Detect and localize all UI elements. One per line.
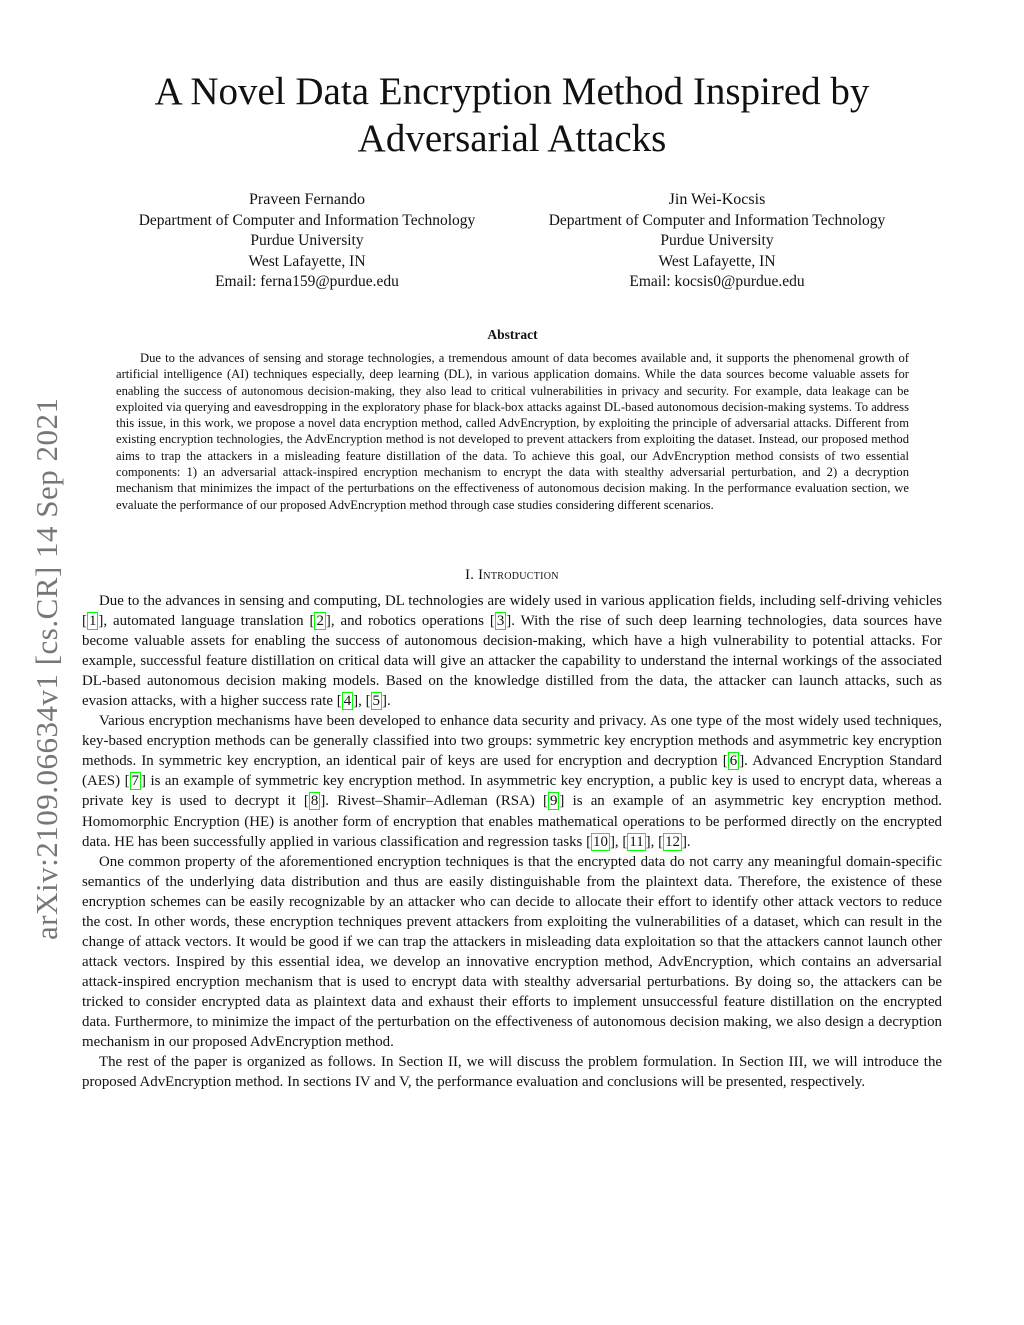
text-run: , [650,833,659,850]
author-location: West Lafayette, IN [658,252,776,270]
paragraph-3: One common property of the aforementioned encryption techniques is that the encrypted data do not carry any meaningful domain-specific semantics of the underlying data distribution and thus are easily distinguishable from the plaintext data. Therefore, the existence of these encryption schemes can be easily recognizable by an attacker who can decide to allocate their effort to identify other attack vectors to reduce the cost. In other words, these encryption techniques prevent attackers from exploiting the vulnerabilities of a dataset, which can result in the change of attack vectors. It would be good if we can trap the attackers in misleading data exploitation so that the attackers cannot launch other attack vectors. Inspired by this essential idea, we develop an innovative encryption method, AdvEncryption, which contains an adversarial attack-inspired encryption mechanism that is used to encrypt data with stealthy adversarial perturbations. By doing so, the attackers can be tricked to consider encrypted data as plaintext data and exhaust their efforts to implement unsuccessful feature distillation on the encrypted data. Furthermore, to minimize the impact of the perturbation on the effectiveness of autonomous decision making, we also design a decryption mechanism in our proposed AdvEncryption method. [82,853,942,1051]
citation-link[interactable]: 12 [665,833,680,850]
text-run: . With the rise of such deep learning technologies, data sources have become valuable assets for enabling the success of autonomous decision-making, which have a high vulnerability to potential attacks. For example, successful feature distillation on critical data will give an attacker the capability to understand the internal workings of the associated DL-based autonomous decision making models. Based on the knowledge distilled from the data, the attacker can launch attacks, such as evasion attacks, with a higher success rate [82,613,942,710]
section-title: Introduction [478,567,559,583]
text-run: , [614,833,623,850]
paper-title: A Novel Data Encryption Method Inspired by Adversarial Attacks [154,70,870,160]
text-run: . [686,833,691,850]
citation-link[interactable]: 9 [549,793,558,810]
abstract-heading: Abstract [487,327,538,342]
text-run: , [358,693,366,710]
citation-link[interactable]: 3 [496,613,505,630]
citation-link[interactable]: 4 [343,693,352,710]
text-run: , automated language translation [103,613,310,630]
author-name: Praveen Fernando [249,191,365,208]
abstract-section [116,327,909,513]
text-run: . Advanced Encryption Standard (AES) [82,753,942,790]
text-run: . Rivest–Shamir–Adleman (RSA) [325,793,543,810]
citation-link[interactable]: 8 [310,793,319,810]
text-run: , and robotics operations [330,613,490,630]
author-email: Email: ferna159@purdue.edu [215,273,399,290]
author-department: Department of Computer and Information Technology [138,211,476,229]
author-block-2 [507,190,927,293]
text-run: . [386,693,391,710]
author-location: West Lafayette, IN [248,252,366,270]
abstract-text: Due to the advances of sensing and storage technologies, a tremendous amount of data becomes available and, it supports the phenomenal growth of artificial intelligence (AI) techniques especially, deep learning (DL), in various application domains. While the data sources become valuable assets for enabling the success of autonomous decision-making, they also lead to critical vulnerabilities in privacy and security. For example, data leakage can be exploited via querying and eavesdropping in the exploratory phase for black-box attacks against DL-based autonomous decision-making systems. To address this issue, in this work, we propose a novel data encryption method, called AdvEncryption, by exploiting the principle of adversarial attacks. Different from existing encryption technologies, the AdvEncryption method is not developed to prevent attackers from exploiting the dataset. Instead, our proposed method aims to trap the attackers in a misleading feature distillation of the data. To achieve this goal, our AdvEncryption method consists of two essential components: 1) an adversarial attack-inspired encryption mechanism to encrypt the data with stealthy adversarial perturbation, and 2) a decryption mechanism that minimizes the impact of the perturbations on the effectiveness of autonomous decision making. In the performance evaluation section, we evaluate the performance of our proposed AdvEncryption method through case studies considering different scenarios. [116,351,909,512]
citation-link[interactable]: 10 [593,833,608,850]
author-email: Email: kocsis0@purdue.edu [629,273,805,290]
text-run: Various encryption mechanisms have been developed to enhance data security and privacy. As one type of the most widely used techniques, key-based encryption methods can be generally classified into two groups: symmetric key encryption methods and asymmetric key encryption methods. In symmetric key encryption, an identical pair of keys are used for encryption and decryption [82,713,942,770]
author-university: Purdue University [250,232,364,249]
paragraph-2: Various encryption mechanisms have been developed to enhance data security and privacy. As one type of the most widely used techniques, key-based encryption methods can be generally classified into two groups: symmetric key encryption methods and asymmetric key encryption methods. In symmetric key encryption, an identical pair of keys are used for encryption and decryption [ 6 ]. Advanced Encryption Standard (AES) [ 7 ] is an example of symmetric key encryption method. In asymmetric key encryption, a public key is used to encrypt data, whereas a private key is used to decrypt it [ 8 ]. Rivest–Shamir–Adleman (RSA) [ 9 ] is an example of an asymmetric key encryption method. Homomorphic Encryption (HE) is another form of encryption that enables mathematical operations to be performed directly on the encrypted data. HE has been successfully applied in various classification and regression tasks [ 10 ], [ 11 ], [ 12 ]. [82,713,942,850]
author-university: Purdue University [660,232,774,249]
citation-link[interactable]: 5 [372,693,380,710]
section-heading-introduction [82,567,942,584]
author-block-1 [97,190,517,293]
section-number: I. [465,567,475,583]
citation-link[interactable]: 11 [629,833,644,850]
introduction-body [82,591,942,1092]
text-run: is an example of symmetric key encryption method. In asymmetric key encryption, a public key is used to encrypt data, whereas a private key is used to decrypt it [82,773,942,810]
text-run: is an example of an asymmetric key encryption method. Homomorphic Encryption (HE) is another form of encryption that enables mathematical operations to be performed directly on the encrypted data. HE has been successfully applied in various classification and regression tasks [82,793,942,850]
citation-link[interactable]: 2 [316,613,324,630]
paragraph-4: The rest of the paper is organized as follows. In Section II, we will discuss the problem formulation. In Section III, we will introduce the proposed AdvEncryption method. In sections IV and V, the performance evaluation and conclusions will be presented, respectively. [82,1054,942,1091]
paragraph-1: Due to the advances in sensing and computing, DL technologies are widely used in various application fields, including self-driving vehicles [ 1 ], automated language translation [ 2 ], and robotics operations [ 3 ]. With the rise of such deep learning technologies, data sources have become valuable assets for enabling the success of autonomous decision-making, which have a high vulnerability to potential attacks. For example, successful feature distillation on critical data will give an attacker the capability to understand the internal workings of the associated DL-based autonomous decision making models. Based on the knowledge distilled from the data, the attacker can launch attacks, such as evasion attacks, with a higher success rate [ 4 ], [ 5 ]. [82,593,942,710]
author-department: Department of Computer and Information Technology [548,211,886,229]
citation-link[interactable]: 6 [729,753,738,770]
arxiv-identifier: arXiv:2109.06634v1 [cs.CR] 14 Sep 2021 [29,397,64,940]
citation-link[interactable]: 7 [131,773,139,790]
citation-link[interactable]: 1 [88,613,97,630]
author-name: Jin Wei-Kocsis [668,191,766,208]
text-run: Due to the advances in sensing and computing, DL technologies are widely used in various application fields, including self-driving vehicles [99,593,942,609]
